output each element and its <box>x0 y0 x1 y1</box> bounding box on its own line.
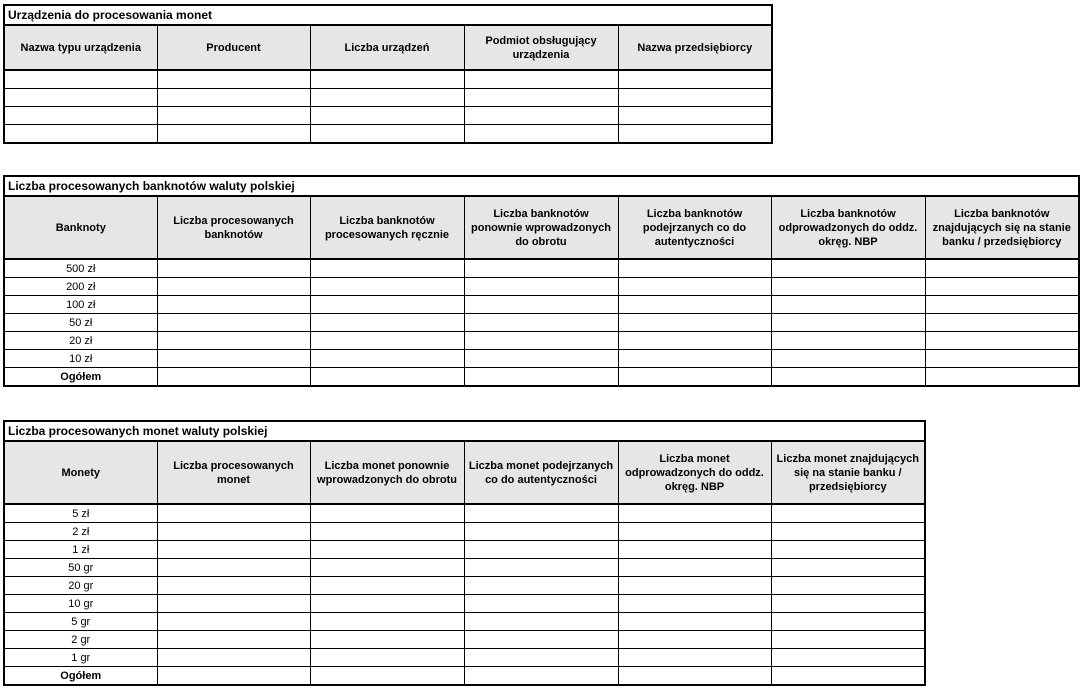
coin-total-cell[interactable] <box>464 667 618 686</box>
banknote-input-cell[interactable] <box>157 314 310 332</box>
devices-row <box>4 125 772 144</box>
coin-input-cell[interactable] <box>157 613 310 631</box>
coin-denomination-label: 1 zł <box>4 541 157 559</box>
coin-input-cell[interactable] <box>771 523 925 541</box>
banknote-input-cell[interactable] <box>771 259 925 278</box>
device-input-cell[interactable] <box>157 89 310 107</box>
coin-row <box>4 649 925 667</box>
col-device-type-name: Nazwa typu urządzenia <box>4 25 157 70</box>
banknote-input-cell[interactable] <box>618 314 771 332</box>
coin-row <box>4 541 925 559</box>
col-on-stock: Liczba monet znajdujących się na stanie banku / przedsiębiorcy <box>771 441 925 504</box>
coin-input-cell[interactable] <box>771 631 925 649</box>
coin-input-cell[interactable] <box>157 523 310 541</box>
device-input-cell[interactable] <box>618 107 772 125</box>
banknote-input-cell[interactable] <box>618 259 771 278</box>
col-manually-processed: Liczba banknotów procesowanych ręcznie <box>310 196 464 259</box>
coin-total-cell[interactable] <box>618 667 771 686</box>
coin-input-cell[interactable] <box>618 631 771 649</box>
coin-input-cell[interactable] <box>771 613 925 631</box>
banknote-input-cell[interactable] <box>925 259 1079 278</box>
banknote-input-cell[interactable] <box>464 350 618 368</box>
col-device-count: Liczba urządzeń <box>310 25 464 70</box>
banknote-input-cell[interactable] <box>310 332 464 350</box>
device-input-cell[interactable] <box>157 70 310 89</box>
coin-input-cell[interactable] <box>464 504 618 523</box>
col-reintroduced: Liczba banknotów ponownie wprowadzonych do obrotu <box>464 196 618 259</box>
device-input-cell[interactable] <box>310 89 464 107</box>
device-input-cell[interactable] <box>4 70 157 89</box>
devices-row <box>4 107 772 125</box>
coin-input-cell[interactable] <box>771 541 925 559</box>
coin-input-cell[interactable] <box>464 577 618 595</box>
coin-input-cell[interactable] <box>464 595 618 613</box>
banknote-input-cell[interactable] <box>925 350 1079 368</box>
devices-row <box>4 70 772 89</box>
banknote-input-cell[interactable] <box>618 278 771 296</box>
coin-input-cell[interactable] <box>618 595 771 613</box>
coin-input-cell[interactable] <box>157 649 310 667</box>
banknote-input-cell[interactable] <box>925 278 1079 296</box>
col-transferred-nbp: Liczba monet odprowadzonych do oddz. okręg. NBP <box>618 441 771 504</box>
banknote-row <box>4 278 1079 296</box>
coin-input-cell[interactable] <box>464 649 618 667</box>
banknote-total-cell[interactable] <box>157 368 310 387</box>
device-input-cell[interactable] <box>4 125 157 144</box>
device-input-cell[interactable] <box>464 107 618 125</box>
col-entrepreneur-name: Nazwa przedsiębiorcy <box>618 25 772 70</box>
coin-input-cell[interactable] <box>310 541 464 559</box>
coin-input-cell[interactable] <box>157 504 310 523</box>
coin-row <box>4 504 925 523</box>
coins-title: Liczba procesowanych monet waluty polskiej <box>4 421 925 441</box>
banknote-input-cell[interactable] <box>310 259 464 278</box>
banknote-input-cell[interactable] <box>771 278 925 296</box>
coin-input-cell[interactable] <box>618 504 771 523</box>
banknote-input-cell[interactable] <box>464 296 618 314</box>
coin-row <box>4 577 925 595</box>
coin-input-cell[interactable] <box>310 613 464 631</box>
coin-input-cell[interactable] <box>464 613 618 631</box>
coin-input-cell[interactable] <box>310 577 464 595</box>
coin-denomination-label: 2 zł <box>4 523 157 541</box>
banknote-row <box>4 332 1079 350</box>
device-input-cell[interactable] <box>464 125 618 144</box>
coin-denomination-label: 50 gr <box>4 559 157 577</box>
coin-input-cell[interactable] <box>618 649 771 667</box>
banknote-total-cell[interactable] <box>464 368 618 387</box>
device-input-cell[interactable] <box>157 125 310 144</box>
coin-input-cell[interactable] <box>618 577 771 595</box>
coin-input-cell[interactable] <box>618 613 771 631</box>
col-processed-banknotes: Liczba procesowanych banknotów <box>157 196 310 259</box>
col-reintroduced: Liczba monet ponownie wprowadzonych do obrotu <box>310 441 464 504</box>
coin-total-label: Ogółem <box>4 667 157 686</box>
banknote-input-cell[interactable] <box>771 314 925 332</box>
coin-input-cell[interactable] <box>310 595 464 613</box>
col-banknotes: Banknoty <box>4 196 157 259</box>
banknote-input-cell[interactable] <box>157 296 310 314</box>
banknote-total-cell[interactable] <box>771 368 925 387</box>
banknote-denomination-label: 10 zł <box>4 350 157 368</box>
banknote-input-cell[interactable] <box>310 314 464 332</box>
banknote-input-cell[interactable] <box>310 278 464 296</box>
device-input-cell[interactable] <box>618 125 772 144</box>
banknote-input-cell[interactable] <box>157 350 310 368</box>
coin-input-cell[interactable] <box>771 504 925 523</box>
coin-input-cell[interactable] <box>618 559 771 577</box>
coin-total-cell[interactable] <box>771 667 925 686</box>
banknote-denomination-label: 100 zł <box>4 296 157 314</box>
banknote-input-cell[interactable] <box>464 259 618 278</box>
col-processed-coins: Liczba procesowanych monet <box>157 441 310 504</box>
col-suspected: Liczba monet podejrzanych co do autentyczności <box>464 441 618 504</box>
coin-input-cell[interactable] <box>771 577 925 595</box>
banknotes-table <box>3 175 1080 387</box>
coin-input-cell[interactable] <box>157 577 310 595</box>
coins-header-row <box>4 441 925 504</box>
banknote-input-cell[interactable] <box>157 259 310 278</box>
banknote-input-cell[interactable] <box>157 278 310 296</box>
coin-input-cell[interactable] <box>771 559 925 577</box>
banknote-input-cell[interactable] <box>771 296 925 314</box>
banknotes-title: Liczba procesowanych banknotów waluty polskiej <box>4 176 1079 196</box>
banknote-row <box>4 314 1079 332</box>
device-input-cell[interactable] <box>464 89 618 107</box>
coin-input-cell[interactable] <box>771 649 925 667</box>
devices-header-row <box>4 25 772 70</box>
device-input-cell[interactable] <box>4 107 157 125</box>
banknotes-header-row <box>4 196 1079 259</box>
banknote-row <box>4 296 1079 314</box>
coin-input-cell[interactable] <box>310 523 464 541</box>
banknote-input-cell[interactable] <box>618 332 771 350</box>
coin-input-cell[interactable] <box>618 523 771 541</box>
banknote-input-cell[interactable] <box>618 296 771 314</box>
coin-input-cell[interactable] <box>464 559 618 577</box>
banknote-input-cell[interactable] <box>157 332 310 350</box>
banknote-total-cell[interactable] <box>618 368 771 387</box>
coin-input-cell[interactable] <box>157 595 310 613</box>
coin-total-cell[interactable] <box>157 667 310 686</box>
banknote-total-row <box>4 368 1079 387</box>
coin-denomination-label: 20 gr <box>4 577 157 595</box>
coin-row <box>4 631 925 649</box>
coin-denomination-label: 1 gr <box>4 649 157 667</box>
coin-input-cell[interactable] <box>464 631 618 649</box>
banknote-input-cell[interactable] <box>618 350 771 368</box>
col-operator: Podmiot obsługujący urządzenia <box>464 25 618 70</box>
banknote-denomination-label: 500 zł <box>4 259 157 278</box>
coin-input-cell[interactable] <box>310 649 464 667</box>
coin-row <box>4 613 925 631</box>
coin-input-cell[interactable] <box>464 523 618 541</box>
col-coins: Monety <box>4 441 157 504</box>
banknote-input-cell[interactable] <box>925 314 1079 332</box>
coin-input-cell[interactable] <box>157 631 310 649</box>
banknote-row <box>4 350 1079 368</box>
banknote-denomination-label: 50 zł <box>4 314 157 332</box>
device-input-cell[interactable] <box>4 89 157 107</box>
coin-input-cell[interactable] <box>464 541 618 559</box>
coin-row <box>4 595 925 613</box>
banknote-row <box>4 259 1079 278</box>
banknote-input-cell[interactable] <box>464 332 618 350</box>
coin-input-cell[interactable] <box>310 631 464 649</box>
coin-total-cell[interactable] <box>310 667 464 686</box>
device-input-cell[interactable] <box>618 89 772 107</box>
banknote-input-cell[interactable] <box>925 296 1079 314</box>
devices-title: Urządzenia do procesowania monet <box>4 5 772 25</box>
coin-row <box>4 523 925 541</box>
banknote-total-cell[interactable] <box>310 368 464 387</box>
coin-denomination-label: 2 gr <box>4 631 157 649</box>
device-input-cell[interactable] <box>157 107 310 125</box>
coin-input-cell[interactable] <box>310 504 464 523</box>
coin-row <box>4 559 925 577</box>
coin-input-cell[interactable] <box>310 559 464 577</box>
coin-input-cell[interactable] <box>157 559 310 577</box>
banknote-input-cell[interactable] <box>771 350 925 368</box>
device-input-cell[interactable] <box>310 125 464 144</box>
col-manufacturer: Producent <box>157 25 310 70</box>
banknote-total-label: Ogółem <box>4 368 157 387</box>
coin-input-cell[interactable] <box>771 595 925 613</box>
coin-total-row <box>4 667 925 686</box>
device-input-cell[interactable] <box>618 70 772 89</box>
coin-denomination-label: 10 gr <box>4 595 157 613</box>
device-input-cell[interactable] <box>310 70 464 89</box>
banknote-total-cell[interactable] <box>925 368 1079 387</box>
banknote-input-cell[interactable] <box>464 314 618 332</box>
banknote-input-cell[interactable] <box>310 350 464 368</box>
banknote-input-cell[interactable] <box>464 278 618 296</box>
banknote-denomination-label: 200 zł <box>4 278 157 296</box>
coin-denomination-label: 5 zł <box>4 504 157 523</box>
coins-table <box>3 420 926 686</box>
banknote-input-cell[interactable] <box>771 332 925 350</box>
banknote-input-cell[interactable] <box>310 296 464 314</box>
banknote-denomination-label: 20 zł <box>4 332 157 350</box>
devices-row <box>4 89 772 107</box>
banknote-input-cell[interactable] <box>925 332 1079 350</box>
coin-input-cell[interactable] <box>618 541 771 559</box>
coin-denomination-label: 5 gr <box>4 613 157 631</box>
devices-table <box>3 4 773 144</box>
device-input-cell[interactable] <box>310 107 464 125</box>
coin-input-cell[interactable] <box>157 541 310 559</box>
col-suspected: Liczba banknotów podejrzanych co do autentyczności <box>618 196 771 259</box>
col-on-stock: Liczba banknotów znajdujących się na stanie banku / przedsiębiorcy <box>925 196 1079 259</box>
col-transferred-nbp: Liczba banknotów odprowadzonych do oddz. okręg. NBP <box>771 196 925 259</box>
device-input-cell[interactable] <box>464 70 618 89</box>
